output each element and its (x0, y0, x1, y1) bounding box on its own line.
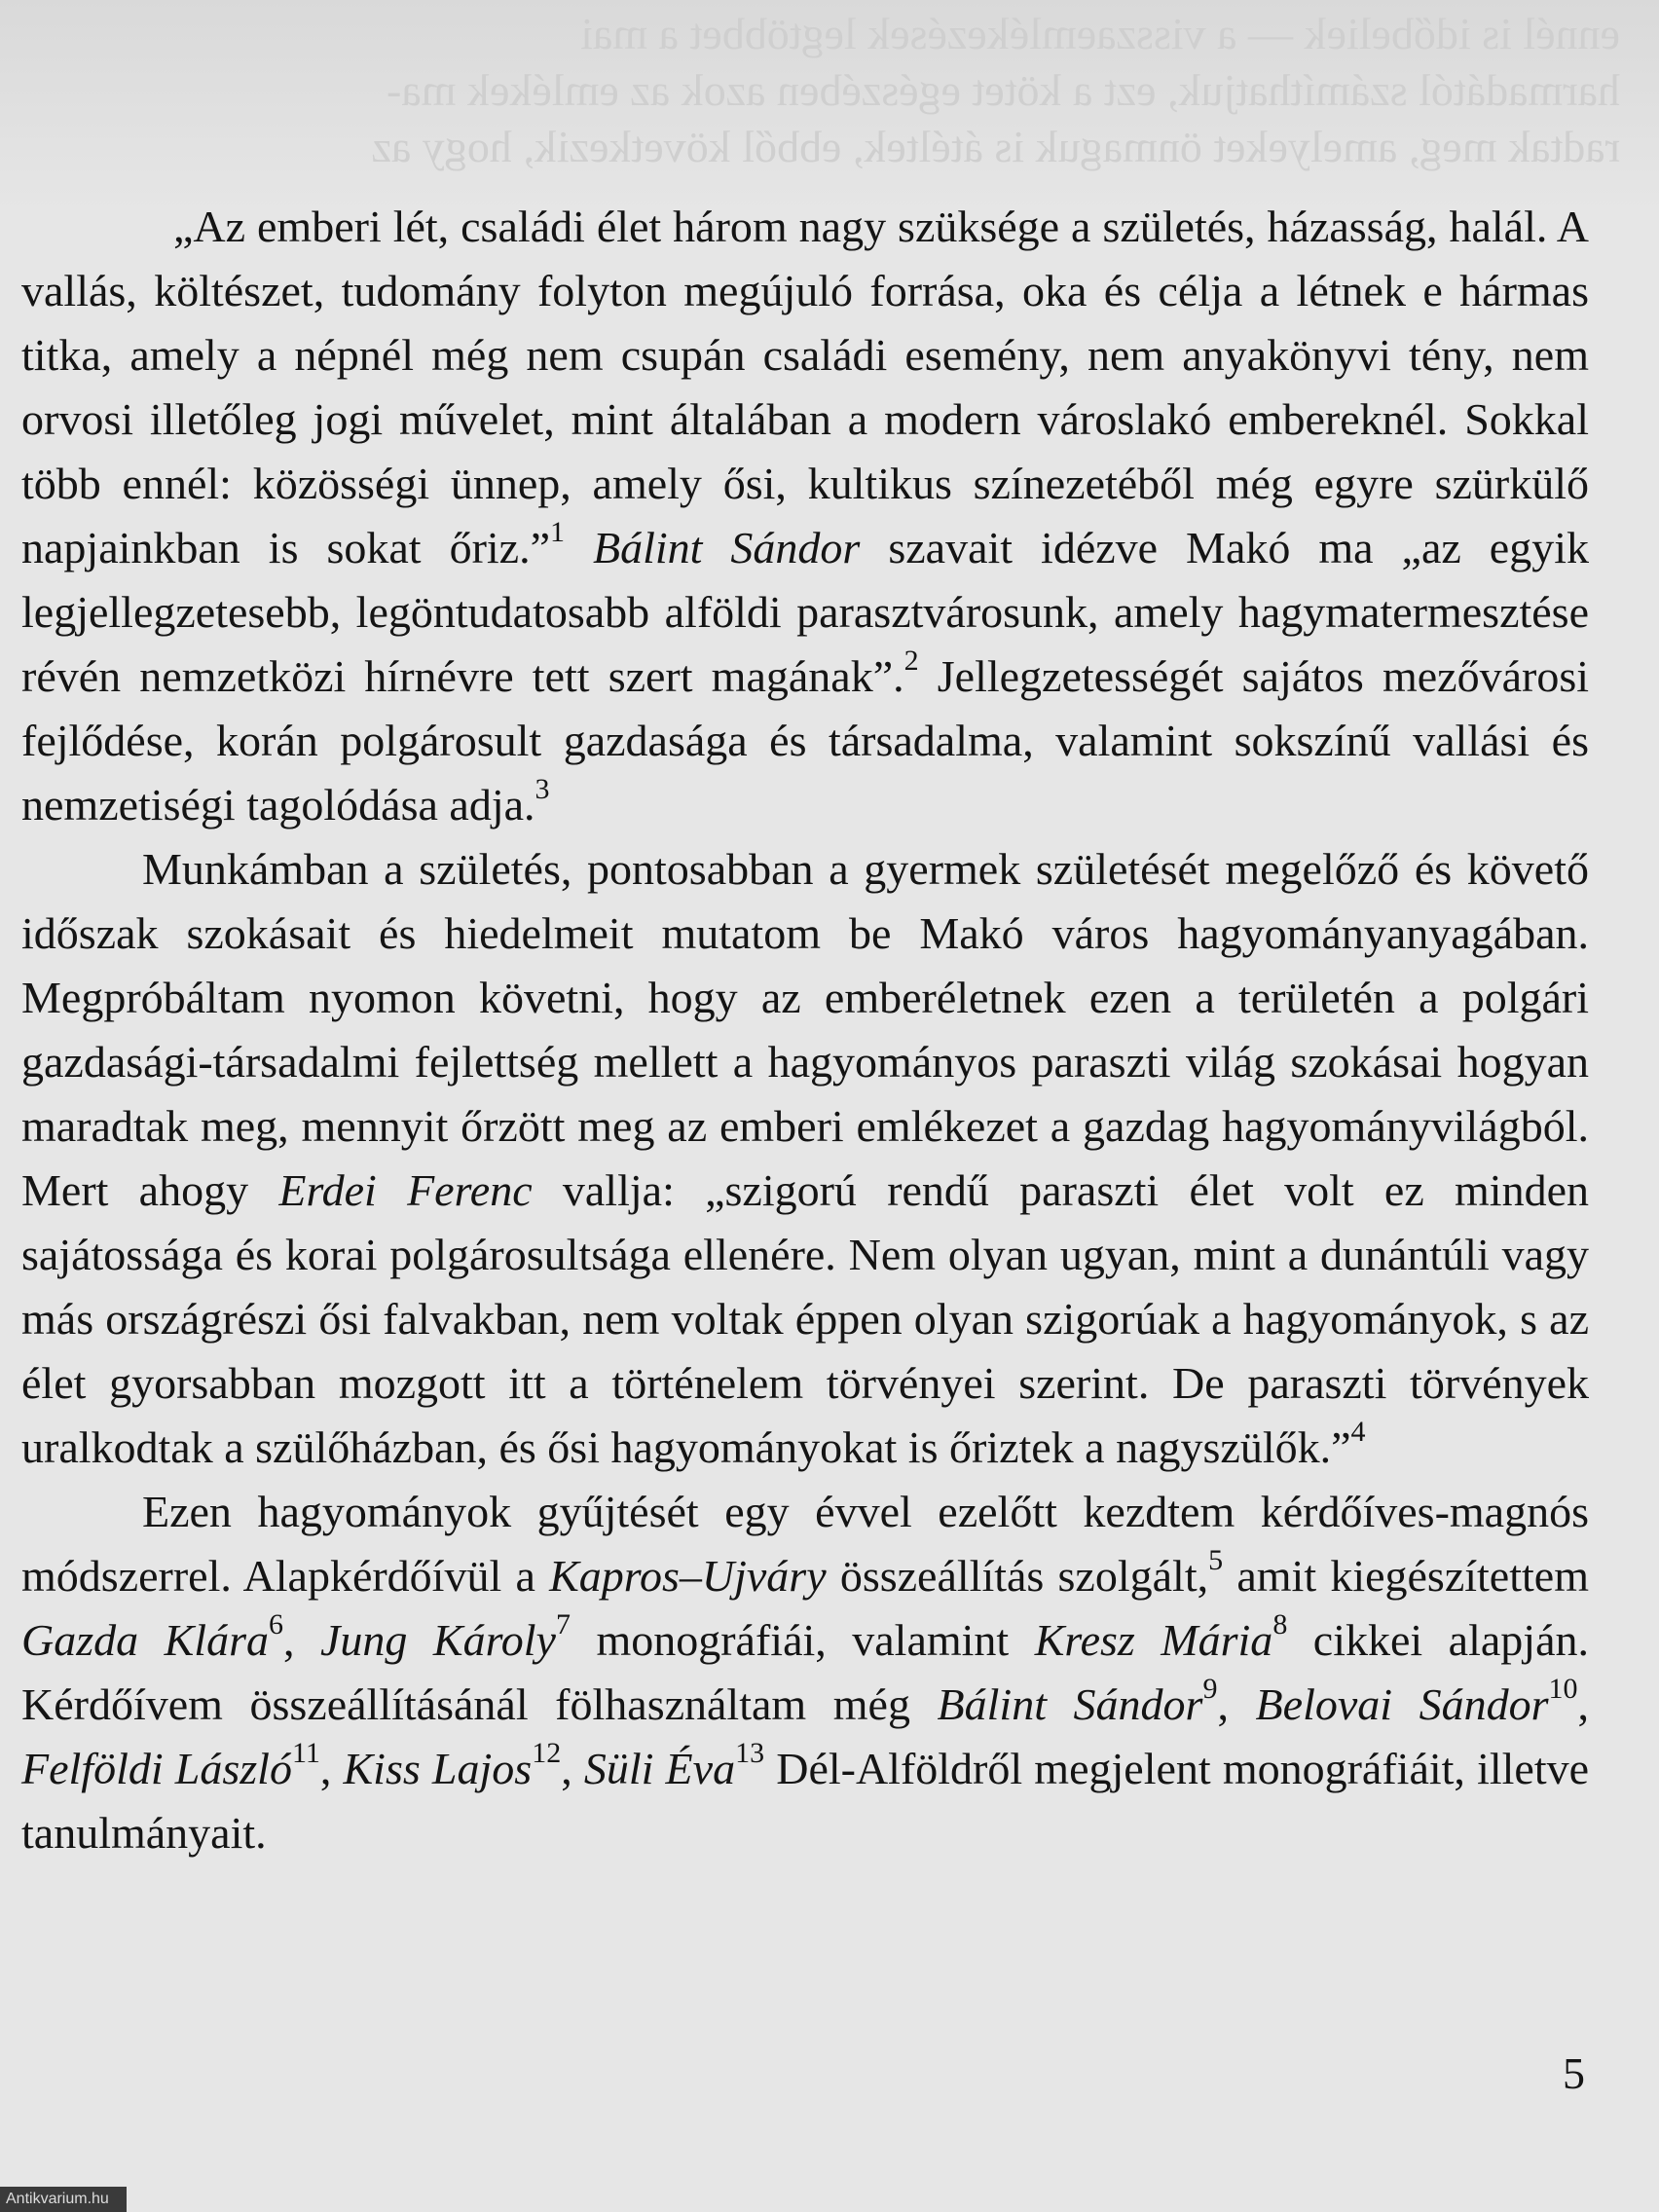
page-body (21, 195, 1589, 1865)
author-name: Süli Éva (583, 1744, 736, 1793)
footnote-marker: 9 (1202, 1673, 1218, 1705)
author-name: Belovai Sándor (1255, 1679, 1549, 1729)
text-run: összeállítás szolgált, (826, 1551, 1209, 1601)
text-run: szavait idézve Makó ma „az egyik legjellegzetesebb, legöntudatosabb alföldi parasztvárosunk, amely hagymatermesztése révén nemzetközi hírnévre tett szert magának”. (21, 523, 1590, 701)
footnote-marker: 3 (535, 773, 550, 805)
text-run: Ezen hagyományok gyűjtését egy évvel ezelőtt kezdtem kérdőíves-magnós módszerrel. Alapkérdőívül a (21, 1487, 1589, 1601)
footnote-marker: 1 (550, 516, 565, 548)
text-run: Dél-Alföldről megjelent monográfiáit, illetve tanulmányait. (21, 1744, 1590, 1858)
footnote-marker: 8 (1272, 1608, 1288, 1641)
text-run: , (1217, 1679, 1256, 1729)
footnote-marker: 5 (1208, 1544, 1224, 1576)
author-name: Kiss Lajos (343, 1744, 533, 1793)
text-run: , (1577, 1679, 1590, 1729)
text-run: monográfiái, valamint (570, 1615, 1035, 1665)
paragraph (21, 1480, 1589, 1865)
text-run: cikkei alapján. Kérdőívem összeállításánál fölhasználtam még (21, 1615, 1589, 1729)
author-name: Gazda Klára (21, 1615, 269, 1665)
paragraph (21, 195, 1589, 837)
text-run: Munkámban a születés, pontosabban a gyermek születését megelőző és követő időszak szokásait és hiedelmeit mutatom be Makó város hagyományanyagában. Megpróbáltam nyomon követni, hogy az emberéletnek ezen a területén a polgári gazdasági-társadalmi fejlettség mellett a hagyományos paraszti világ szokásai hogyan maradtak meg, mennyit őrzött meg az emberi emlékezet a gazdag hagyományvilágból. Mert ahogy (21, 844, 1589, 1215)
text-run: amit kiegészítettem (1223, 1551, 1589, 1601)
text-run: , (561, 1744, 584, 1793)
text-run (565, 523, 593, 572)
footnote-marker: 7 (555, 1608, 571, 1641)
author-name: Jung Károly (319, 1615, 556, 1665)
footnote-marker: 13 (735, 1737, 765, 1769)
text-run: vallja: „szigorú rendű paraszti élet volt ez minden sajátossága és korai polgárosultsága ellenére. Nem olyan ugyan, mint a dunántúli vagy más országrészi ősi falvakban, nem voltak éppen olyan szigorúak a hagyományok, s az élet gyorsabban mozgott itt a történelem törvényei szerint. De paraszti törvények uralkodtak a szülőházban, és ősi hagyományokat is őriztek a nagyszülők.” (21, 1165, 1589, 1472)
watermark-logo: Antikvarium.hu (0, 2187, 127, 2212)
author-name: Kresz Mária (1034, 1615, 1273, 1665)
author-name: Kapros–Ujváry (549, 1551, 827, 1601)
author-name: Bálint Sándor (937, 1679, 1203, 1729)
bleed-through-text: ennél is időbeliek — a visszaemlékezések legtöbbet a mai harmadától számíthatjuk, ezt a kötet egészében azok az emlékek ma- radtak meg, amelyeket önmaguk is átéltek, ebből következik, hogy az (0, 0, 1659, 214)
text-run: , (282, 1615, 320, 1665)
footnote-marker: 10 (1548, 1673, 1578, 1705)
text-run: Jellegzetességét sajátos mezővárosi fejlődése, korán polgárosult gazdasága és társadalma, valamint sokszínű vallási és nemzetiségi tagolódása adja. (21, 651, 1589, 830)
footnote-marker: 6 (268, 1608, 283, 1641)
footnote-marker: 2 (903, 645, 919, 677)
page-number: 5 (1563, 2048, 1585, 2098)
footnote-marker: 12 (532, 1737, 562, 1769)
footnote-marker: 4 (1350, 1416, 1366, 1448)
text-run: , (319, 1744, 344, 1793)
text-run: „Az emberi lét, családi élet három nagy szüksége a születés, házasság, halál. A vallás, költészet, tudomány folyton megújuló forrása, oka és célja a létnek e hármas titka, amely a népnél még nem csupán családi esemény, nem anyakönyvi tény, nem orvosi illetőleg jogi művelet, mint általában a modern városlakó embereknél. Sokkal több ennél: közösségi ünnep, amely ősi, kultikus színezetéből még egyre szürkülő napjainkban is sokat őriz.” (21, 202, 1589, 572)
author-name: Erdei Ferenc (278, 1165, 533, 1215)
author-name: Felföldi László (21, 1744, 292, 1793)
author-name: Bálint Sándor (593, 523, 861, 572)
footnote-marker: 11 (291, 1737, 320, 1769)
paragraph (21, 837, 1589, 1480)
